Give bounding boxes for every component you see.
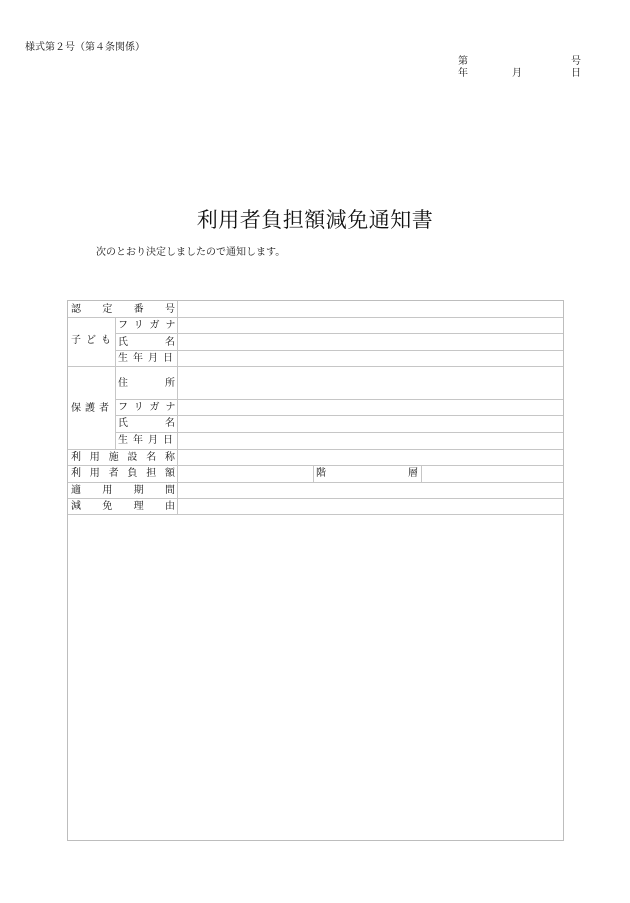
form-number: 様式第２号（第４条関係） <box>25 42 145 53</box>
child-birthdate-label: 生年月日 <box>118 353 178 364</box>
guardian-address-label: 住 所 <box>118 378 175 389</box>
user-burden-label: 利 用 者 負 担 額 <box>71 468 175 479</box>
guardian-name-label: 氏 名 <box>118 418 175 429</box>
column-divider <box>115 366 116 449</box>
child-name-label: 氏 名 <box>118 337 175 348</box>
notice-form-table <box>67 300 564 841</box>
row-divider <box>115 333 563 334</box>
application-period-label: 適 用 期 間 <box>71 485 175 496</box>
row-divider <box>115 399 563 400</box>
facility-name-label: 利 用 施 設 名 称 <box>71 452 175 463</box>
reduction-reason-label: 減 免 理 由 <box>71 501 175 512</box>
column-divider <box>313 465 314 482</box>
row-divider <box>68 514 563 515</box>
certification-number-label: 認 定 番 号 <box>71 304 175 315</box>
row-divider <box>115 350 563 351</box>
row-divider <box>115 432 563 433</box>
row-divider <box>68 482 563 483</box>
document-number-suffix: 号 <box>571 56 581 67</box>
guardian-furigana-label: フリガナ <box>118 402 182 413</box>
child-group-label: 子ども <box>71 335 116 346</box>
child-furigana-label: フリガナ <box>118 320 182 331</box>
guardian-birthdate-label: 生年月日 <box>118 435 178 446</box>
row-divider <box>68 317 563 318</box>
row-divider <box>68 366 563 367</box>
column-divider <box>421 465 422 482</box>
intro-text: 次のとおり決定しましたので通知します。 <box>96 247 286 258</box>
row-divider <box>115 415 563 416</box>
guardian-group-label: 保護者 <box>71 403 113 414</box>
row-divider <box>68 449 563 450</box>
tier-label: 階 層 <box>316 468 418 479</box>
date-day: 日 <box>571 68 581 79</box>
date-year: 年 <box>458 68 468 79</box>
row-divider <box>68 498 563 499</box>
row-divider <box>68 465 563 466</box>
document-title: 利用者負担額減免通知書 <box>196 208 434 232</box>
document-number-prefix: 第 <box>458 56 468 67</box>
date-month: 月 <box>512 68 522 79</box>
